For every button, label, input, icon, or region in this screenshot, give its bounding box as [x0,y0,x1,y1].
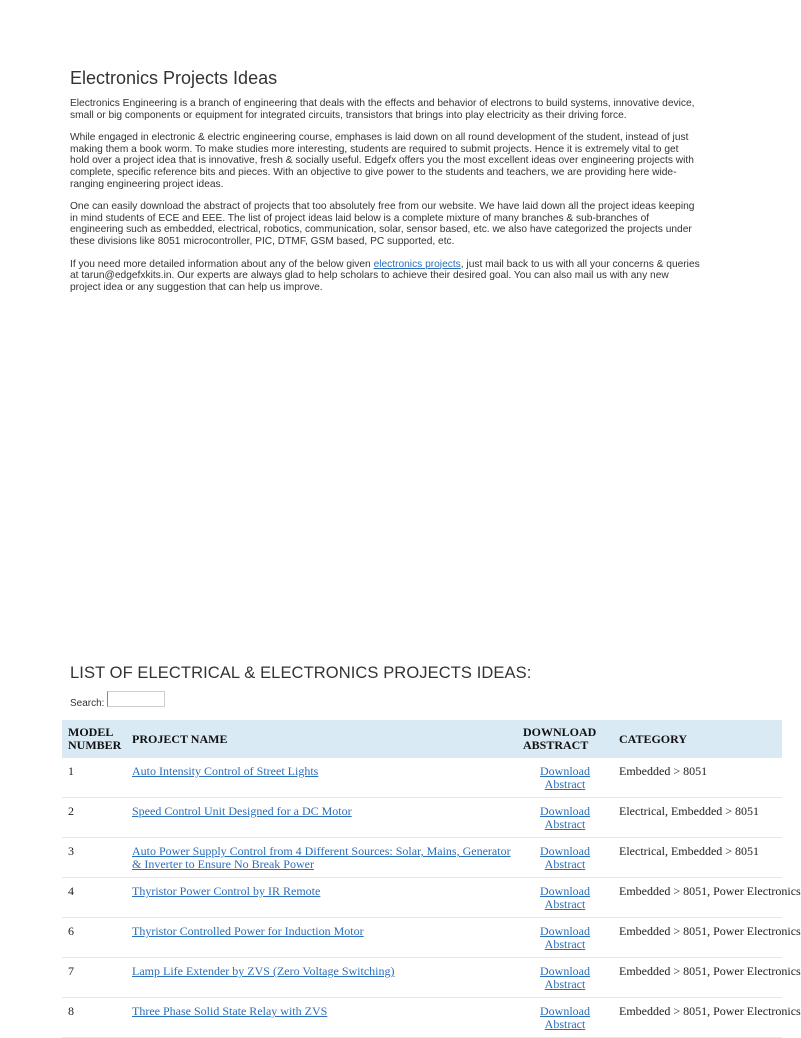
search-input[interactable] [107,691,165,707]
electronics-projects-link[interactable]: electronics projects [373,258,461,270]
intro-paragraph-4 [70,259,700,294]
category: Embedded > 8051, Power Electronics [613,918,782,958]
search-row [70,691,165,709]
download-abstract-link[interactable]: Download Abstract [540,964,590,991]
intro-text [70,98,700,304]
intro-p4-after: , just mail back to us with all your concerns & queries at tarun@edgefxkits.in. Our experts are always glad to help scholars to achieve their desired goal. You can also mail us with any new project idea or any suggestion that can help us improve. [70,258,700,293]
download-abstract-link[interactable]: Download Abstract [540,844,590,871]
category: Electrical, Embedded > 8051 [613,838,782,878]
project-name-link[interactable]: Three Phase Solid State Relay with ZVS [132,1004,328,1018]
category: Embedded > 8051, Power Electronics [613,998,782,1038]
intro-paragraph-2: While engaged in electronic & electric engineering course, emphases is laid down on all round development of the student, instead of just making them a book worm. To make studies more interesting, students are required to submit projects. Hence it is extremely vital to get hold over a project idea that is innovative, fresh & socially useful. Edgefx offers you the most excellent ideas over engineering projects with complete, specific reference bits and pieces. With an objective to give power to the students and teachers, we are providing here wide-ranging engineering project ideas. [70,132,694,190]
column-header-category[interactable]: CATEGORY [613,720,782,758]
model-number: 7 [62,958,126,998]
table-row [62,758,782,798]
download-abstract-link[interactable]: Download Abstract [540,1004,590,1031]
page-title: Electronics Projects Ideas [70,68,278,88]
table-row [62,838,782,878]
intro-p4-before: If you need more detailed information about any of the below given [70,258,374,270]
category: Electrical, Embedded > 8051 [613,798,782,838]
project-name-link[interactable]: Auto Power Supply Control from 4 Different Sources: Solar, Mains, Generator & Inverter to Ensure No Break Power [132,844,511,871]
category: Embedded > 8051, Power Electronics [613,878,782,918]
project-name-link[interactable]: Auto Intensity Control of Street Lights [132,764,319,778]
download-abstract-link[interactable]: Download Abstract [540,804,590,831]
download-abstract-link[interactable]: Download Abstract [540,884,590,911]
table-header-row [62,720,782,758]
column-header-model[interactable]: MODEL NUMBER [62,720,126,758]
model-number: 4 [62,878,126,918]
project-name-link[interactable]: Thyristor Controlled Power for Induction Motor [132,924,364,938]
table-row [62,998,782,1038]
intro-paragraph-1: Electronics Engineering is a branch of engineering that deals with the effects and behavior of electrons to build systems, innovative device, small or big components or equipment for integrated circuits, transistors that brings into play electricity as their driving force. [70,98,695,121]
download-abstract-link[interactable]: Download Abstract [540,764,590,791]
download-abstract-link[interactable]: Download Abstract [540,924,590,951]
list-title: LIST OF ELECTRICAL & ELECTRONICS PROJECTS IDEAS: [70,664,532,682]
model-number: 6 [62,918,126,958]
intro-paragraph-3: One can easily download the abstract of projects that too absolutely free from our website. We have laid down all the project ideas keeping in mind students of ECE and EEE. The list of project ideas laid below is a complete mixture of many branches & sub-branches of engineering such as embedded, electrical, robotics, communication, solar, sensor based, etc. we also have categorized the projects under these divisions like 8051 microcontroller, PIC, DTMF, GSM based, PC supported, etc. [70,201,695,247]
column-header-download[interactable]: DOWNLOAD ABSTRACT [517,720,613,758]
table-row [62,878,782,918]
search-label: Search: [70,698,105,709]
category: Embedded > 8051 [613,758,782,798]
model-number: 3 [62,838,126,878]
project-name-link[interactable]: Lamp Life Extender by ZVS (Zero Voltage Switching) [132,964,395,978]
projects-table [62,720,801,1038]
table-row [62,918,782,958]
model-number: 1 [62,758,126,798]
table-row [62,798,782,838]
project-name-link[interactable]: Speed Control Unit Designed for a DC Motor [132,804,352,818]
model-number: 2 [62,798,126,838]
model-number: 8 [62,998,126,1038]
project-name-link[interactable]: Thyristor Power Control by IR Remote [132,884,321,898]
table-row [62,958,782,998]
column-header-name[interactable]: PROJECT NAME [126,720,517,758]
category: Embedded > 8051, Power Electronics [613,958,782,998]
